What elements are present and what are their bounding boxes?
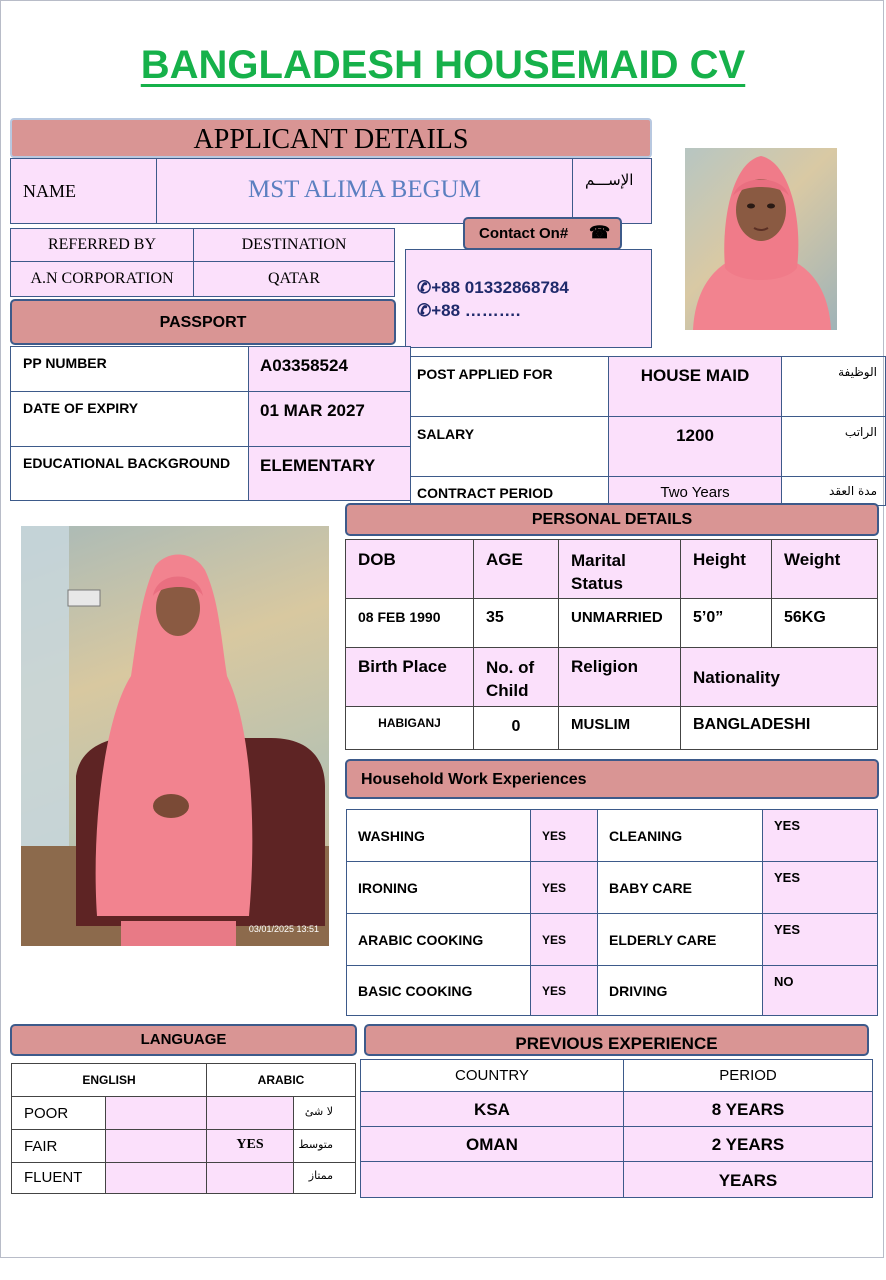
- phone-number-2: ✆+88 ……….: [417, 301, 521, 320]
- expiry-label-cell: [10, 391, 249, 447]
- household-row-3-label-b: [597, 913, 763, 966]
- dob-header-cell: [345, 539, 474, 599]
- pp-number-label-cell: [10, 346, 249, 392]
- nationality-header: Nationality: [693, 668, 780, 687]
- language-header: [10, 1024, 357, 1056]
- salary-label: SALARY: [417, 426, 475, 442]
- fair-arabic-label: متوسط: [298, 1138, 333, 1151]
- poor-arabic-cell: [206, 1096, 294, 1130]
- prev-period-1: 8 YEARS: [711, 1100, 785, 1119]
- ironing-label: IRONING: [358, 880, 418, 896]
- household-row-1-label: [346, 809, 531, 862]
- salary-arabic-label: الراتب: [844, 425, 877, 439]
- weight-value: 56KG: [784, 609, 826, 626]
- language-english-header-cell: [11, 1063, 207, 1097]
- cleaning-value: YES: [774, 818, 801, 833]
- prev-row-1-country: [360, 1091, 624, 1127]
- baby-care-value: YES: [774, 870, 801, 885]
- page-title: BANGLADESH HOUSEMAID CV: [140, 43, 746, 87]
- passport-header: [10, 299, 396, 345]
- birthplace-value: HABIGANJ: [378, 716, 441, 730]
- birthplace-header-cell: [345, 647, 474, 707]
- age-header: AGE: [486, 550, 523, 569]
- children-header: No. of Child: [486, 658, 535, 700]
- education-value: ELEMENTARY: [260, 456, 376, 475]
- period-header: PERIOD: [719, 1067, 777, 1084]
- applicant-details-title: APPLICANT DETAILS: [193, 124, 469, 155]
- fluent-label: FLUENT: [24, 1169, 83, 1186]
- marital-header-cell: [558, 539, 681, 599]
- language-arabic-header-cell: [206, 1063, 356, 1097]
- fair-english-cell: [105, 1129, 207, 1163]
- contract-arabic-cell: [781, 476, 886, 506]
- washing-value: YES: [542, 829, 567, 843]
- religion-header: Religion: [571, 657, 639, 676]
- referred-by-value-cell: [10, 261, 194, 297]
- poor-english-cell: [105, 1096, 207, 1130]
- destination-value: QATAR: [267, 270, 321, 287]
- salary-arabic-cell: [781, 416, 886, 477]
- marital-header: Marital Status: [571, 551, 626, 593]
- fair-label-cell: [11, 1129, 106, 1163]
- post-value: HOUSE MAID: [640, 366, 750, 385]
- fair-arabic-value: YES: [236, 1137, 264, 1152]
- household-title: Household Work Experiences: [361, 771, 587, 788]
- salary-value-cell: [608, 416, 782, 477]
- household-row-2-label-b: [597, 861, 763, 914]
- destination-label: DESTINATION: [241, 236, 347, 253]
- household-header: [345, 759, 879, 799]
- pp-number-value-cell: [248, 346, 411, 392]
- basic-cooking-label: BASIC COOKING: [358, 983, 473, 999]
- name-label: NAME: [23, 181, 76, 201]
- prev-row-3-period: [623, 1161, 873, 1198]
- poor-arabic-label: لا شئ: [304, 1105, 333, 1118]
- fluent-label-cell: [11, 1162, 106, 1194]
- prev-row-2-period: [623, 1126, 873, 1162]
- nationality-header-cell: [680, 647, 878, 707]
- household-row-1-value: [530, 809, 598, 862]
- birthplace-header: Birth Place: [358, 657, 447, 676]
- washing-label: WASHING: [358, 828, 425, 844]
- referred-by-value: A.N CORPORATION: [30, 270, 174, 287]
- contract-value: Two Years: [660, 484, 730, 501]
- marital-value: UNMARRIED: [571, 609, 663, 626]
- dob-value: 08 FEB 1990: [358, 609, 441, 625]
- previous-experience-title: PREVIOUS EXPERIENCE: [515, 1034, 718, 1053]
- country-header: COUNTRY: [455, 1067, 529, 1084]
- pp-number-value: A03358524: [260, 356, 348, 375]
- applicant-details-header: [10, 118, 652, 158]
- prev-row-3-country: [360, 1161, 624, 1198]
- fluent-english-cell: [105, 1162, 207, 1194]
- poor-arabic-label-cell: [293, 1096, 356, 1130]
- arabic-cooking-value: YES: [542, 933, 567, 947]
- household-row-4-value: [530, 965, 598, 1016]
- contact-header: [463, 217, 622, 250]
- contract-label: CONTRACT PERIOD: [417, 485, 554, 501]
- religion-value: MUSLIM: [571, 716, 631, 733]
- baby-care-label: BABY CARE: [609, 880, 692, 896]
- name-value-cell: [156, 158, 573, 224]
- personal-details-header: [345, 503, 879, 536]
- salary-label-cell: [410, 416, 609, 477]
- poor-label: POOR: [24, 1105, 69, 1122]
- destination-label-cell: [193, 228, 395, 262]
- age-header-cell: [473, 539, 559, 599]
- weight-header-cell: [771, 539, 878, 599]
- birthplace-value-cell: [345, 706, 474, 750]
- age-value-cell: [473, 598, 559, 648]
- post-arabic-label: الوظيفة: [838, 365, 877, 379]
- referred-by-label-cell: [10, 228, 194, 262]
- full-photo-scene: [21, 526, 329, 946]
- passport-title: PASSPORT: [159, 314, 247, 331]
- fluent-arabic-label: ممتاز: [308, 1169, 333, 1182]
- english-header: ENGLISH: [82, 1073, 136, 1087]
- contact-title: Contact On#: [479, 225, 569, 242]
- prev-period-3: YEARS: [718, 1171, 778, 1190]
- driving-label: DRIVING: [609, 983, 668, 999]
- household-row-2-value: [530, 861, 598, 914]
- name-arabic-label: الإســـم: [585, 171, 634, 189]
- children-value: 0: [511, 718, 521, 735]
- language-title: LANGUAGE: [140, 1031, 227, 1048]
- fair-label: FAIR: [24, 1138, 58, 1155]
- prev-row-2-country: [360, 1126, 624, 1162]
- education-label-cell: [10, 446, 249, 501]
- children-value-cell: [473, 706, 559, 750]
- applicant-name: MST ALIMA BEGUM: [248, 176, 481, 203]
- prev-period-2: 2 YEARS: [711, 1135, 785, 1154]
- personal-details-title: PERSONAL DETAILS: [531, 511, 693, 528]
- poor-label-cell: [11, 1096, 106, 1130]
- elderly-care-value: YES: [774, 922, 801, 937]
- contract-value-cell: [608, 476, 782, 506]
- contact-box: [405, 249, 652, 348]
- household-row-3-value: [530, 913, 598, 966]
- dob-value-cell: [345, 598, 474, 648]
- fluent-arabic-cell: [206, 1162, 294, 1194]
- driving-value: NO: [774, 974, 794, 989]
- weight-value-cell: [771, 598, 878, 648]
- post-label-cell: [410, 356, 609, 417]
- household-row-2-label: [346, 861, 531, 914]
- fair-arabic-label-cell: [293, 1129, 356, 1163]
- previous-experience-header: [364, 1024, 869, 1056]
- age-value: 35: [486, 609, 504, 626]
- elderly-care-label: ELDERLY CARE: [609, 932, 717, 948]
- name-label-cell: [10, 158, 157, 224]
- household-row-1-label-b: [597, 809, 763, 862]
- prev-row-1-period: [623, 1091, 873, 1127]
- pp-number-label: PP NUMBER: [23, 355, 107, 371]
- household-row-4-value-b: [762, 965, 878, 1016]
- country-header-cell: [360, 1059, 624, 1092]
- expiry-value-cell: [248, 391, 411, 447]
- household-row-2-value-b: [762, 861, 878, 914]
- household-row-1-value-b: [762, 809, 878, 862]
- expiry-label: DATE OF EXPIRY: [23, 400, 139, 416]
- education-value-cell: [248, 446, 411, 501]
- children-header-cell: [473, 647, 559, 707]
- religion-value-cell: [558, 706, 681, 750]
- height-header: Height: [693, 550, 746, 569]
- arabic-header: ARABIC: [257, 1073, 305, 1087]
- arabic-cooking-label: ARABIC COOKING: [358, 932, 484, 948]
- destination-value-cell: [193, 261, 395, 297]
- applicant-portrait-photo: [685, 148, 837, 330]
- salary-value: 1200: [676, 426, 714, 445]
- height-value-cell: [680, 598, 772, 648]
- household-row-4-label-b: [597, 965, 763, 1016]
- prev-country-2: OMAN: [466, 1135, 518, 1154]
- portrait-figure: [685, 148, 837, 330]
- phone-number-1: ✆+88 01332868784: [417, 278, 569, 297]
- contract-arabic-label: مدة العقد: [829, 484, 877, 498]
- education-label: EDUCATIONAL BACKGROUND: [23, 455, 231, 471]
- height-value: 5’0”: [693, 609, 724, 626]
- name-arabic-cell: [572, 158, 652, 224]
- photo-timestamp: 03/01/2025 13:51: [248, 924, 319, 934]
- fluent-arabic-label-cell: [293, 1162, 356, 1194]
- contract-label-cell: [410, 476, 609, 506]
- ironing-value: YES: [542, 881, 567, 895]
- referred-by-label: REFERRED BY: [47, 236, 156, 253]
- marital-value-cell: [558, 598, 681, 648]
- basic-cooking-value: YES: [542, 984, 567, 998]
- post-label: POST APPLIED FOR: [417, 366, 553, 382]
- household-row-3-value-b: [762, 913, 878, 966]
- weight-header: Weight: [784, 550, 841, 569]
- post-arabic-cell: [781, 356, 886, 417]
- dob-header: DOB: [358, 550, 396, 569]
- period-header-cell: [623, 1059, 873, 1092]
- household-row-3-label: [346, 913, 531, 966]
- nationality-value: BANGLADESHI: [693, 716, 811, 733]
- fair-arabic-cell: [206, 1129, 294, 1163]
- household-row-4-label: [346, 965, 531, 1016]
- applicant-full-photo: [21, 526, 329, 946]
- post-value-cell: [608, 356, 782, 417]
- prev-country-1: KSA: [474, 1100, 510, 1119]
- cleaning-label: CLEANING: [609, 828, 683, 844]
- religion-header-cell: [558, 647, 681, 707]
- expiry-value: 01 MAR 2027: [260, 401, 365, 420]
- height-header-cell: [680, 539, 772, 599]
- nationality-value-cell: [680, 706, 878, 750]
- phone-icon: ☎: [589, 223, 611, 242]
